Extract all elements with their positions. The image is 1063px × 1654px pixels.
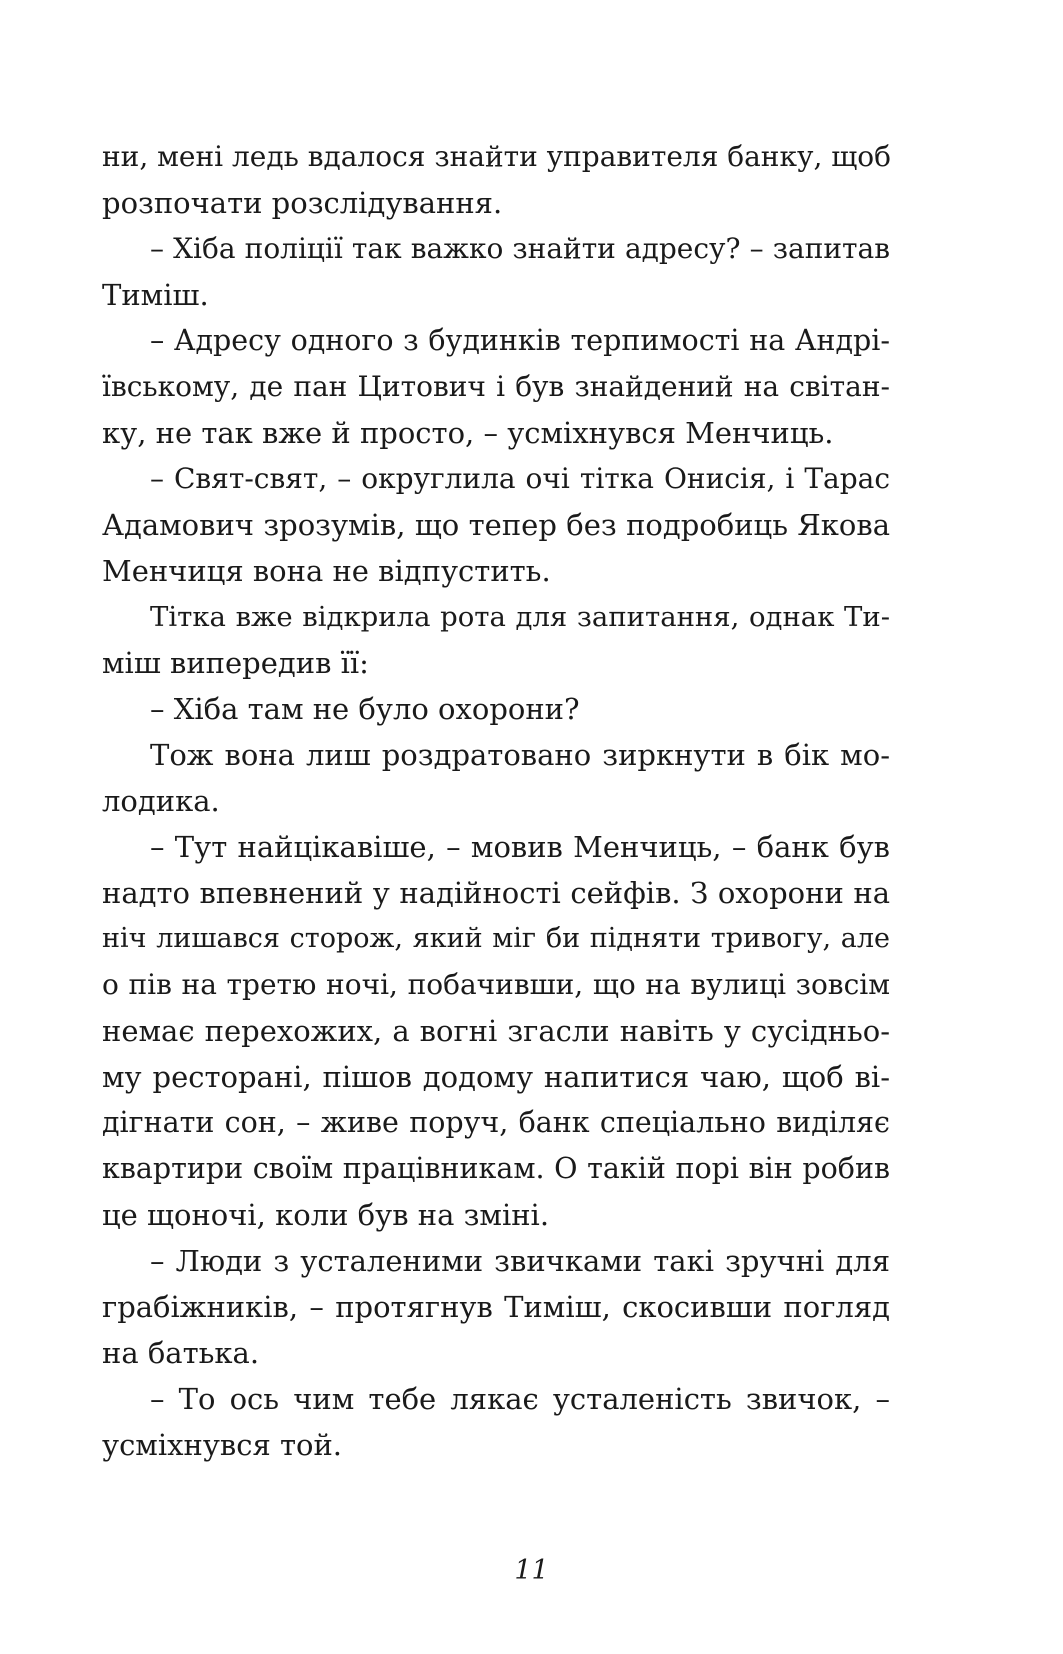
text-line: му ресторані, пішов додому напитися чаю, щоб ві-: [102, 1060, 890, 1094]
text-line: надто впевнений у надійності сейфів. З охорони на: [102, 876, 890, 910]
text-line: – Люди з усталеними звичками такі зручні для: [150, 1244, 890, 1278]
text-line: Адамович зрозумів, що тепер без подробиць Якова: [102, 508, 890, 542]
text-line: – Свят-свят, – округлила очі тітка Онисія, і Тарас: [150, 462, 890, 495]
text-line: Тож вона лиш роздратовано зиркнути в бік мо-: [150, 738, 890, 772]
text-line: о пів на третю ночі, побачивши, що на вулиці зовсім: [102, 968, 890, 1001]
text-line: ївському, де пан Цитович і був знайдений на світан-: [102, 370, 890, 403]
text-line: – Хіба там не було охорони?: [150, 692, 580, 726]
text-line: лодика.: [102, 784, 220, 818]
text-line: – Тут найцікавіше, – мовив Менчиць, – банк був: [150, 830, 890, 864]
text-line: грабіжників, – протягнув Тиміш, скосивши погляд: [102, 1290, 890, 1324]
text-line: – Хіба поліції так важко знайти адресу? – запитав: [150, 232, 890, 265]
page-number: 11: [514, 1555, 549, 1586]
body-text: [102, 134, 890, 1468]
text-line: Менчиця вона не відпустить.: [102, 554, 551, 588]
text-line: на батька.: [102, 1336, 260, 1370]
text-line: Тітка вже відкрила рота для запитання, однак Ти-: [150, 601, 890, 633]
text-line: ни, мені ледь вдалося знайти управителя банку, щоб: [102, 140, 891, 173]
text-line: усміхнувся той.: [102, 1428, 343, 1462]
text-line: розпочати розслідування.: [102, 186, 503, 220]
text-line: міш випередив її:: [102, 646, 369, 680]
text-line: – То ось чим тебе лякає усталеність звичок, –: [150, 1382, 890, 1416]
text-line: ніч лишався сторож, який міг би підняти тривогу, але: [102, 923, 890, 954]
text-line: ку, не так вже й просто, – усміхнувся Менчиць.: [102, 416, 834, 450]
text-line: – Адресу одного з будинків терпимості на Андрі-: [150, 324, 890, 357]
text-line: немає перехожих, а вогні згасли навіть у сусідньо-: [102, 1014, 890, 1048]
text-line: Тиміш.: [102, 278, 209, 312]
text-line: дігнати сон, – живе поруч, банк спеціально виділяє: [102, 1106, 890, 1139]
text-line: квартири своїм працівникам. О такій порі він робив: [102, 1152, 890, 1185]
text-line: це щоночі, коли був на зміні.: [102, 1198, 550, 1232]
